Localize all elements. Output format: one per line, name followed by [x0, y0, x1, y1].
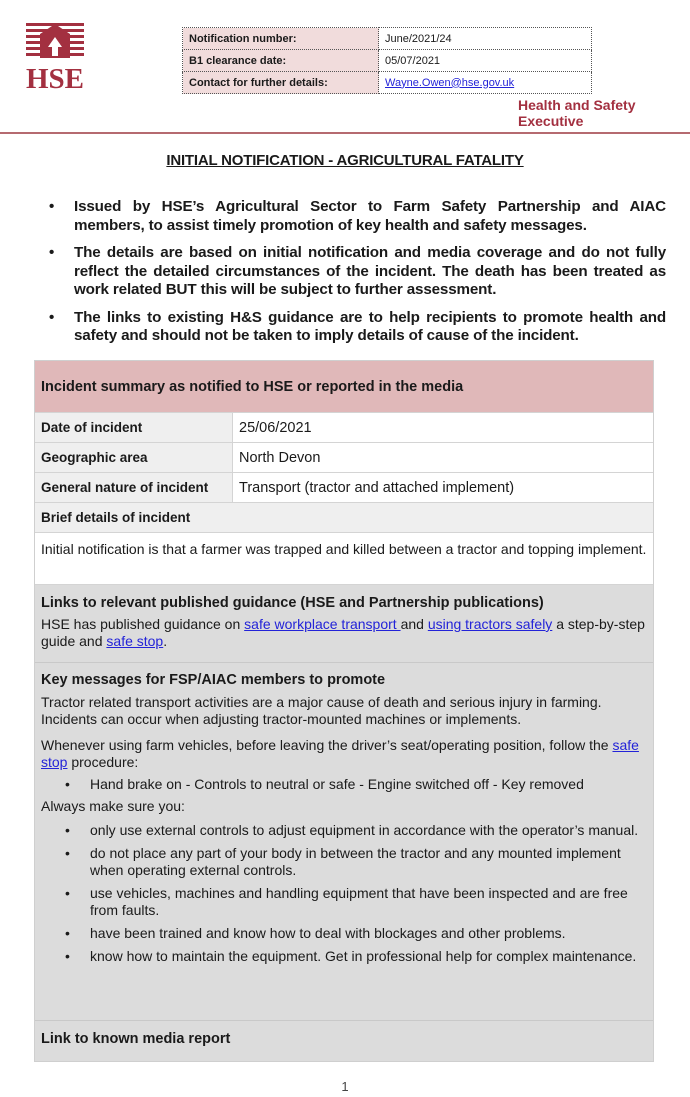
brief-details-text: Initial notification is that a farmer was trapped and killed between a tractor and topping implement.	[35, 533, 653, 585]
meta-value	[379, 72, 592, 94]
list-item: • only use external controls to adjust equipment in accordance with the operator’s manual.	[41, 822, 647, 839]
safe-stop-link[interactable]: safe stop	[106, 633, 164, 649]
intro-bullet: • Issued by HSE’s Agricultural Sector to Farm Safety Partnership and AIAC members, to assist timely promotion of key health and safety messages.	[46, 198, 666, 235]
key-messages-section	[35, 663, 653, 1021]
incident-summary-table	[34, 360, 654, 1062]
notification-meta-table	[182, 27, 592, 94]
key-messages-para2	[41, 737, 647, 771]
summary-heading: Incident summary as notified to HSE or reported in the media	[35, 361, 653, 413]
list-item: • do not place any part of your body in between the tractor and any mounted implement when operating external controls.	[41, 845, 647, 879]
meta-row-contact	[183, 72, 592, 94]
intro-bullet: • The links to existing H&S guidance are to help recipients to promote health and safety and should not be taken to imply details of cause of the incident.	[46, 309, 666, 346]
meta-label: B1 clearance date:	[183, 50, 379, 72]
intro-bullet: • The details are based on initial notification and media coverage and do not fully reflect the detailed circumstances of the incident. The death has been treated as work related BUT this will be subject to further assessment.	[46, 244, 666, 300]
para2-text: procedure:	[67, 754, 139, 770]
table-row-nature	[35, 473, 653, 503]
row-key: General nature of incident	[35, 473, 233, 502]
contact-email-link[interactable]: Wayne.Owen@hse.gov.uk	[385, 76, 515, 89]
meta-label: Notification number:	[183, 28, 379, 50]
para2-text: Whenever using farm vehicles, before leaving the driver’s seat/operating position, follow the	[41, 737, 613, 753]
page-title: INITIAL NOTIFICATION - AGRICULTURAL FATALITY	[166, 152, 524, 169]
org-name-line1: Health and Safety	[518, 97, 636, 113]
row-value: North Devon	[233, 443, 653, 472]
guidance-heading: Links to relevant published guidance (HSE and Partnership publications)	[41, 595, 544, 611]
row-key: Geographic area	[35, 443, 233, 472]
table-row-date	[35, 413, 653, 443]
media-report-heading: Link to known media report	[35, 1021, 653, 1061]
hse-logo	[24, 20, 88, 92]
list-item: • know how to maintain the equipment. Get in professional help for complex maintenance.	[41, 948, 647, 965]
using-tractors-safely-link[interactable]: using tractors safely	[427, 616, 553, 632]
meta-label: Contact for further details:	[183, 72, 379, 94]
org-name-line2: Executive	[518, 113, 584, 129]
row-key: Date of incident	[35, 413, 233, 442]
list-item: • have been trained and know how to deal with blockages and other problems.	[41, 925, 647, 942]
intro-bullet-list	[46, 198, 666, 355]
meta-row-clearance-date	[183, 50, 592, 72]
row-value: 25/06/2021	[233, 413, 653, 442]
meta-value: June/2021/24	[379, 28, 592, 50]
guidance-text-part: a step-by-step guide and	[41, 616, 645, 649]
row-value: Transport (tractor and attached implement)	[233, 473, 653, 502]
list-item: • Hand brake on - Controls to neutral or safe - Engine switched off - Key removed	[41, 776, 647, 793]
guidance-section	[35, 585, 653, 663]
procedure-list	[41, 776, 647, 793]
always-intro: Always make sure you:	[41, 798, 185, 814]
always-list	[41, 822, 647, 965]
meta-value: 05/07/2021	[379, 50, 592, 72]
hse-logo-icon	[24, 20, 88, 92]
guidance-text-part: and	[400, 616, 428, 632]
page-number: 1	[341, 1079, 349, 1094]
safe-stop-procedure-link[interactable]: safe stop	[41, 737, 639, 770]
guidance-text	[41, 616, 647, 650]
key-messages-heading: Key messages for FSP/AIAC members to promote	[41, 672, 386, 688]
table-row-area	[35, 443, 653, 473]
org-name	[518, 97, 635, 129]
guidance-text-part: .	[163, 633, 168, 649]
header-divider	[0, 132, 690, 134]
svg-text:HSE: HSE	[25, 63, 85, 92]
brief-details-heading: Brief details of incident	[35, 503, 653, 533]
meta-row-notification-number	[183, 28, 592, 50]
safe-workplace-transport-link[interactable]: safe workplace transport	[244, 616, 401, 632]
list-item: • use vehicles, machines and handling equipment that have been inspected and are free from faults.	[41, 885, 647, 919]
key-messages-para1: Tractor related transport activities are a major cause of death and serious injury in farming. Incidents can occur when adjusting tractor-mounted machines or implements.	[41, 694, 602, 727]
guidance-text-part: HSE has published guidance on	[41, 616, 245, 632]
